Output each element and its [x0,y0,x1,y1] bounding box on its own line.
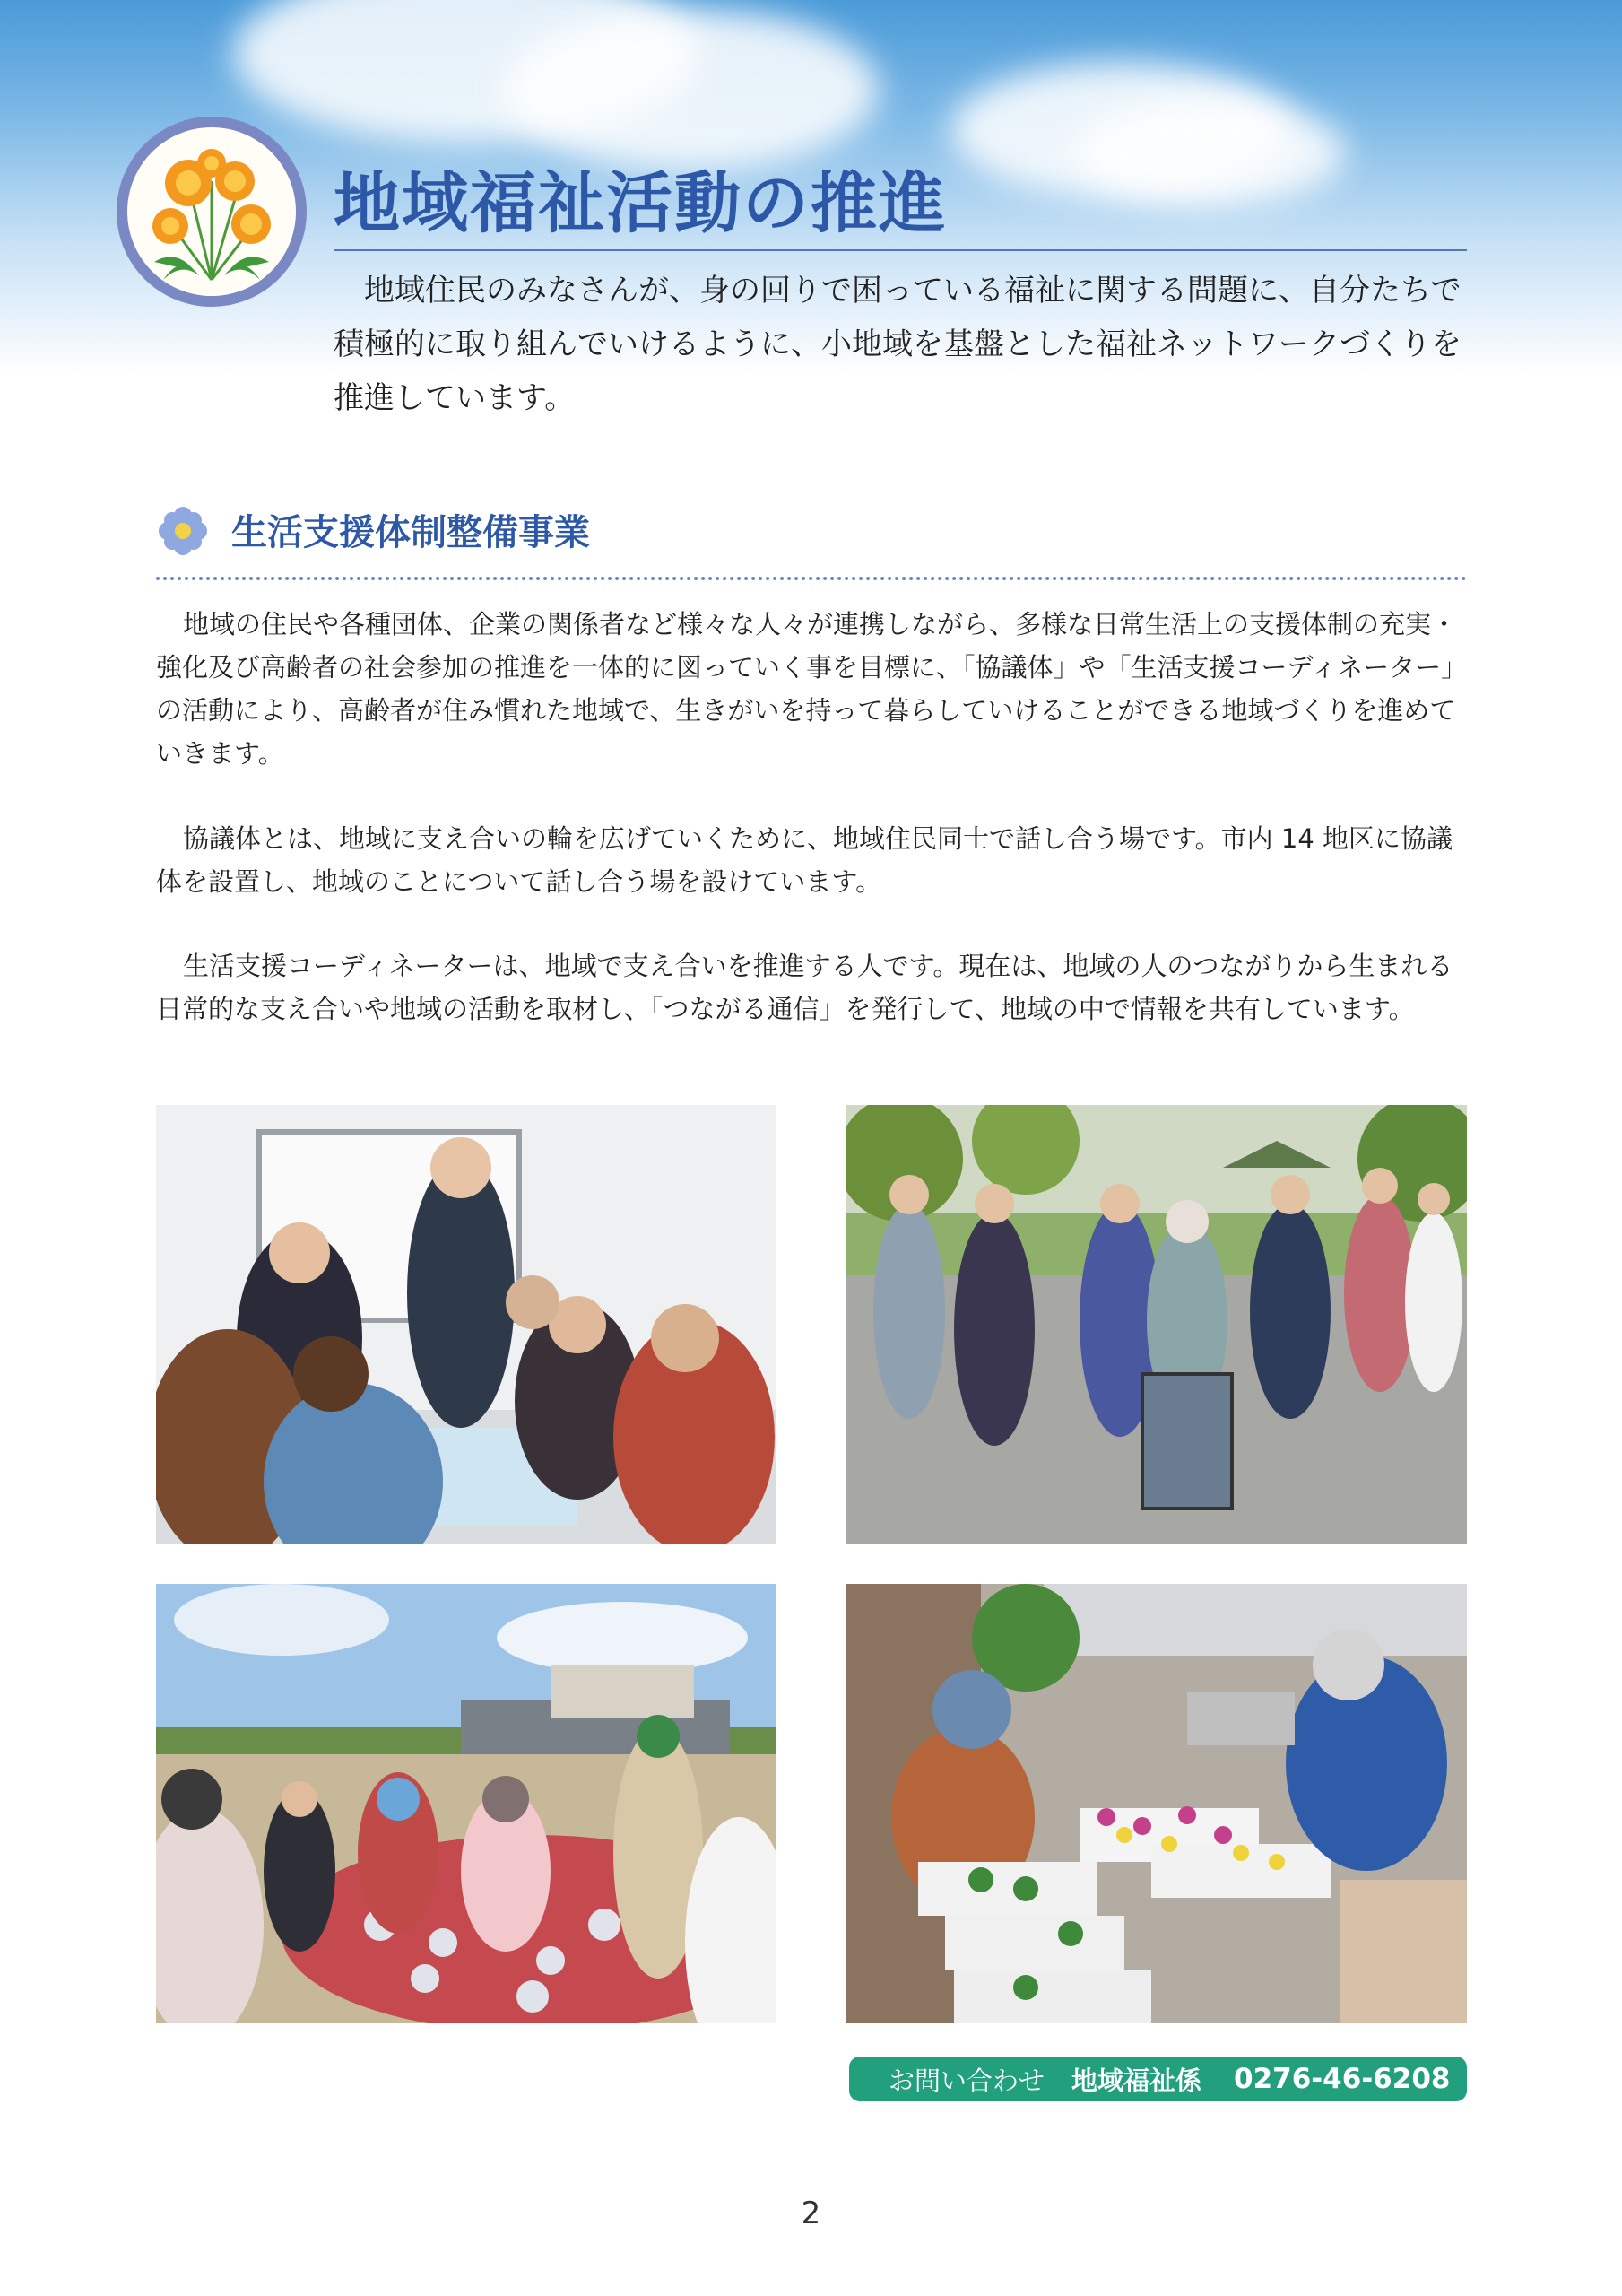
section-title: 生活支援体制整備事業 [231,512,590,553]
dandelion-icon [127,127,296,296]
contact-phone: 0276-46-6208 [1234,2063,1451,2095]
photo-meeting [156,1105,776,1544]
body-paragraph-1: 地域の住民や各種団体、企業の関係者など様々な人々が連携しながら、多様な日常生活上の支援体制の充実・強化及び高齢者の社会参加の推進を一体的に図っていく事を目標に、「協議体」や「生活支援コーディネーター」の活動により、高齢者が住み慣れた地域で、生きがいを持って暮らしていけることができる地域づくりを進めていきます。 [156,609,1458,769]
page-number: 2 [801,2196,821,2231]
body-paragraph-3: 生活支援コーディネーターは、地域で支え合いを推進する人です。現在は、地域の人のつながりから生まれる日常的な支え合いや地域の活動を取材し、「つながる通信」を発行して、地域の中で情報を共有しています。 [156,951,1453,1024]
lead-paragraph: 地域住民のみなさんが、身の回りで困っている福祉に関する問題に、自分たちで積極的に取り組んでいけるように、小地域を基盤とした福祉ネットワークづくりを推進しています。 [334,273,1462,416]
flower-icon [156,504,210,558]
photo-can-collection [156,1584,776,2023]
contact-label: お問い合わせ [889,2065,1045,2096]
body-paragraph-2: 協議体とは、地域に支え合いの輪を広げていくために、地域住民同士で話し合う場です。市内 14 地区に協議体を設置し、地域のことについて話し合う場を設けています。 [156,823,1453,897]
section-divider [156,577,1467,580]
photo-walking-group [846,1105,1467,1544]
page-title: 地域福祉活動の推進 [334,165,947,242]
contact-department: 地域福祉係 [1071,2065,1202,2096]
contact-banner [849,2057,1467,2101]
title-underline [334,249,1467,251]
photo-flower-planting [846,1584,1467,2023]
dandelion-emblem [117,117,307,307]
